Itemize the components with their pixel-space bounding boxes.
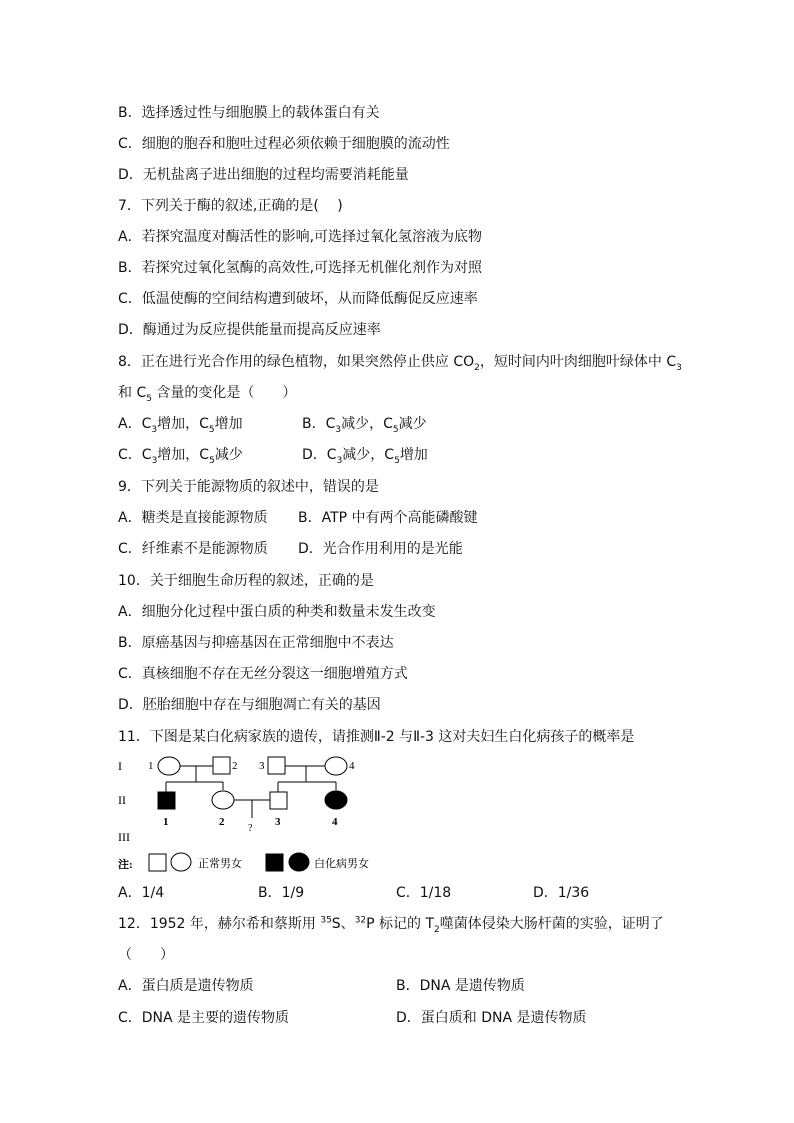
q11-option-a: A．1/4 <box>118 885 165 901</box>
q11-option-b: B．1/9 <box>258 885 305 901</box>
legend-normal-label: 正常男女 <box>198 858 242 870</box>
generation-label-ii: II <box>118 793 126 807</box>
q9-option-d: D．光合作用利用的是光能 <box>298 541 463 557</box>
male-albino-ii-1 <box>158 792 175 809</box>
q8-option-a: A．$C_3$增加，$C_5$增加 <box>118 416 243 435</box>
q6-option-d: D．无机盐离子进出细胞的过程均需要消耗能量 <box>118 167 409 183</box>
female-normal-ii-2 <box>212 791 234 809</box>
q10-option-a: A．细胞分化过程中蛋白质的种类和数量未发生改变 <box>118 604 436 620</box>
pedigree-diagram <box>118 752 418 874</box>
female-normal-i-4 <box>325 757 347 775</box>
q10-stem: 10．关于细胞生命历程的叙述，正确的是 <box>118 573 374 589</box>
q8-option-d: D．$C_3$减少，$C_5$增加 <box>302 447 428 466</box>
q10-option-b: B．原癌基因与抑癌基因在正常细胞中不表达 <box>118 635 394 651</box>
q12-option-a: A．蛋白质是遗传物质 <box>118 978 254 994</box>
member-ii-4-number: 4 <box>332 816 338 828</box>
q10-option-d: D．胚胎细胞中存在与细胞凋亡有关的基因 <box>118 697 381 713</box>
q7-stem: 7．下列关于酶的叙述,正确的是( ) <box>118 198 343 214</box>
q6-option-b: B．选择透过性与细胞膜上的载体蛋白有关 <box>118 105 380 121</box>
generation-label-iii: III <box>118 830 130 844</box>
q8-option-c: C．$C_3$增加，$C_5$减少 <box>118 447 243 466</box>
q7-option-b: B．若探究过氧化氢酶的高效性,可选择无机催化剂作为对照 <box>118 260 483 276</box>
member-ii-3-number: 3 <box>275 816 281 828</box>
q6-option-c: C．细胞的胞吞和胞吐过程必须依赖于细胞膜的流动性 <box>118 136 450 152</box>
q7-option-a: A．若探究温度对酶活性的影响,可选择过氧化氢溶液为底物 <box>118 229 483 245</box>
q9-option-a: A．糖类是直接能源物质 <box>118 510 268 526</box>
male-normal-i-2 <box>213 757 230 774</box>
male-normal-i-3 <box>268 757 285 774</box>
q10-option-c: C．真核细胞不存在无丝分裂这一细胞增殖方式 <box>118 666 408 682</box>
q8-option-b: B．$C_3$减少，$C_5$减少 <box>302 416 427 435</box>
q9-option-b: B．ATP 中有两个高能磷酸键 <box>298 510 478 526</box>
q8-stem: 8．正在进行光合作用的绿色植物，如果突然停止供应 $CO_2$，短时间内叶肉细胞叶绿体中 $C_3$ <box>118 354 682 373</box>
legend-prefix: 注: <box>118 859 133 871</box>
member-i-4-number: 4 <box>349 760 355 772</box>
legend-male-normal <box>149 854 166 871</box>
female-normal-i-1 <box>158 757 180 775</box>
q7-option-c: C．低温使酶的空间结构遭到破坏，从而降低酶促反应速率 <box>118 291 478 307</box>
male-normal-ii-3 <box>270 792 287 809</box>
member-ii-2-number: 2 <box>219 816 225 828</box>
q9-stem: 9．下列关于能源物质的叙述中，错误的是 <box>118 479 379 495</box>
q12-stem: 12．1952 年，赫尔希和蔡斯用 $^{35}$S、$^{32}$P 标记的 $T_2$噬菌体侵染大肠杆菌的实验，证明了 <box>118 915 664 935</box>
unknown-child-mark: ? <box>248 823 253 834</box>
female-albino-ii-4 <box>325 791 347 809</box>
legend-albino-label: 白化病男女 <box>314 858 369 870</box>
member-i-1-number: 1 <box>148 760 154 772</box>
legend-female-normal <box>171 853 191 871</box>
q12-option-c: C．DNA 是主要的遗传物质 <box>118 1010 290 1026</box>
member-i-2-number: 2 <box>232 760 238 772</box>
q11-option-c: C．1/18 <box>396 885 452 901</box>
q11-stem: 11．下图是某白化病家族的遗传，请推测Ⅱ-2 与Ⅱ-3 这对夫妇生白化病孩子的概率是 <box>118 729 635 745</box>
q12-option-d: D．蛋白质和 DNA 是遗传物质 <box>396 1010 587 1026</box>
q7-option-d: D．酶通过为反应提供能量而提高反应速率 <box>118 322 381 338</box>
generation-label-i: I <box>118 759 122 773</box>
q9-option-c: C．纤维素不是能源物质 <box>118 541 268 557</box>
q12-option-b: B．DNA 是遗传物质 <box>396 978 525 994</box>
q8-stem-line2: 和 $C_5$ 含量的变化是（ ） <box>118 385 297 404</box>
legend-male-albino <box>266 854 283 871</box>
member-i-3-number: 3 <box>259 760 265 772</box>
q12-stem-line2: （ ） <box>118 947 174 963</box>
member-ii-1-number: 1 <box>163 816 169 828</box>
q11-option-d: D．1/36 <box>533 885 590 901</box>
legend-female-albino <box>289 853 309 871</box>
